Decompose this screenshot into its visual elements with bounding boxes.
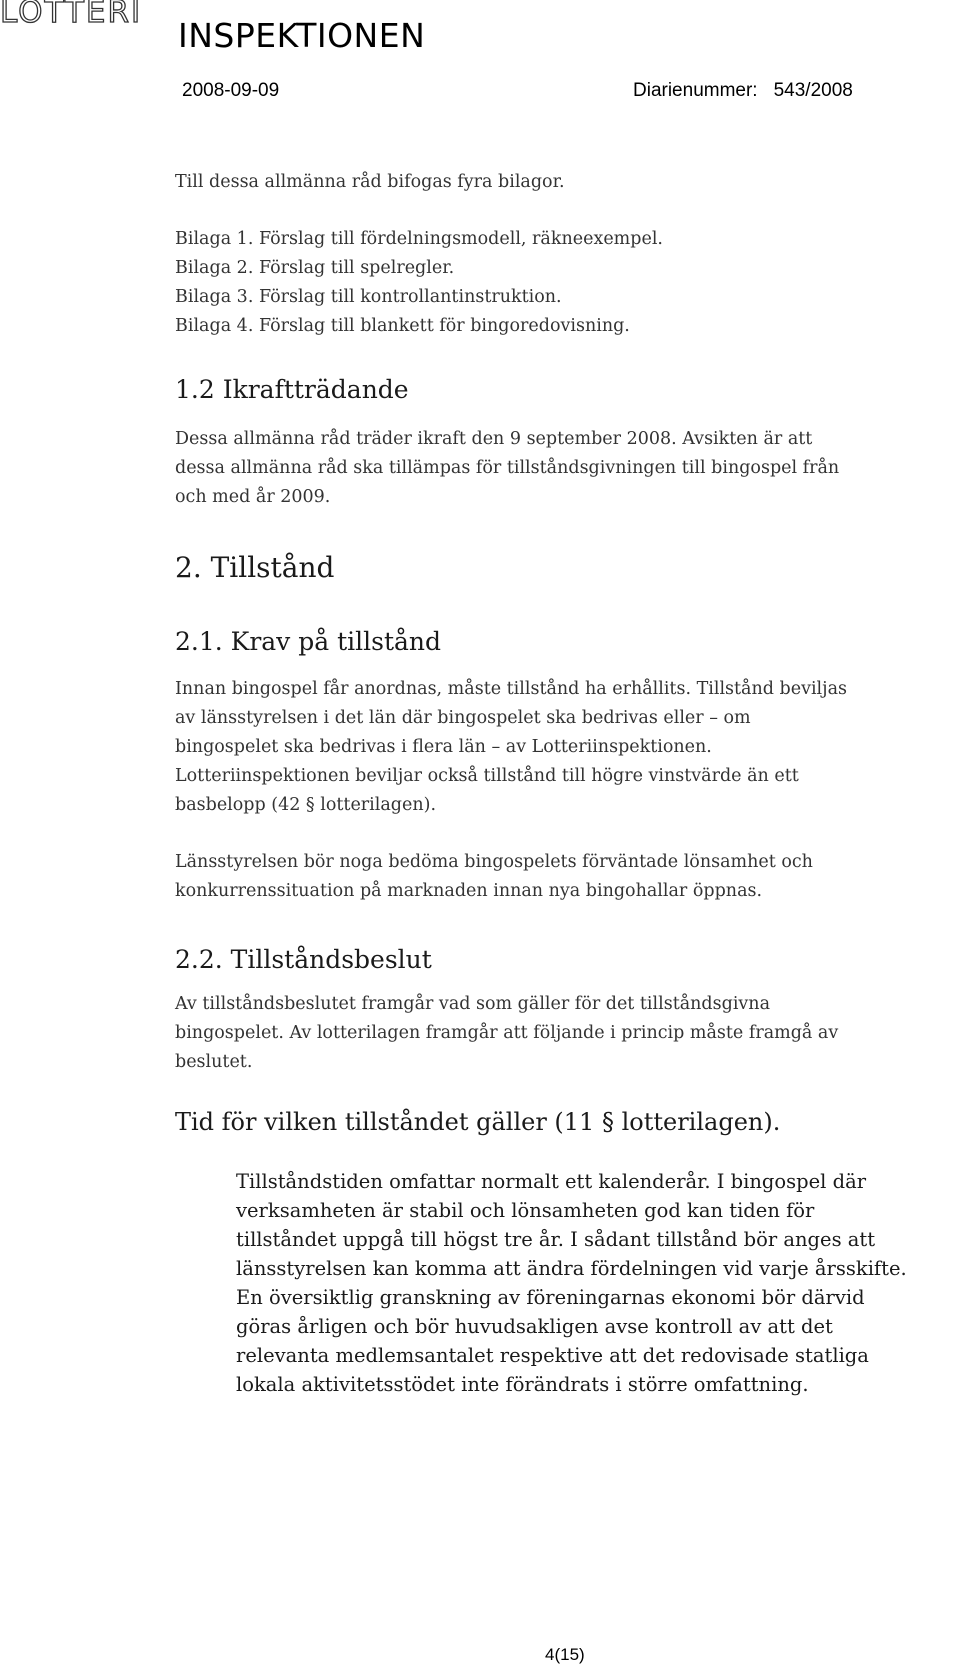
page-number: 4(15) [545,1645,585,1664]
indented-line: göras årligen och bör huvudsakligen avse kontroll av att det [236,1315,833,1338]
attachment-item: Bilaga 1. Förslag till fördelningsmodell, räkneexempel. [175,229,663,249]
paragraph-line: konkurrenssituation på marknaden innan nya bingohallar öppnas. [175,881,763,901]
paragraph-line: Lotteriinspektionen beviljar också tillstånd till högre vinstvärde än ett [175,766,799,786]
paragraph-line: bingospelet. Av lotterilagen framgår att följande i princip måste framgå av [175,1023,839,1043]
logo-outline-text: LOTTERI [0,0,143,30]
paragraph-line: Innan bingospel får anordnas, måste tillstånd ha erhållits. Tillstånd beviljas [175,679,847,699]
paragraph-line: av länsstyrelsen i det län där bingospelet ska bedrivas eller – om [175,708,751,728]
paragraph-line: dessa allmänna råd ska tillämpas för tillståndsgivningen till bingospel från [175,458,840,478]
paragraph-line: basbelopp (42 § lotterilagen). [175,795,437,815]
heading-2-1: 2.1. Krav på tillstånd [175,627,442,656]
paragraph-line: beslutet. [175,1052,253,1072]
paragraph-line: och med år 2009. [175,487,331,507]
heading-1-2: 1.2 Ikraftträdande [175,375,409,404]
indented-line: lokala aktivitetsstödet inte förändrats i större omfattning. [236,1373,809,1396]
indented-line: relevanta medlemsantalet respektive att det redovisade statliga [236,1344,869,1367]
heading-2: 2. Tillstånd [175,551,335,584]
indented-line: En översiktlig granskning av föreningarnas ekonomi bör därvid [236,1286,865,1309]
paragraph-line: bingospelet ska bedrivas i flera län – av Lotteriinspektionen. [175,737,712,757]
indented-line: tillståndet uppgå till högst tre år. I sådant tillstånd bör anges att [236,1228,876,1251]
header-diarienummer [633,80,853,102]
attachment-item: Bilaga 4. Förslag till blankett för bingoredovisning. [175,316,630,336]
heading-2-2: 2.2. Tillståndsbeslut [175,945,432,974]
intro-line: Till dessa allmänna råd bifogas fyra bilagor. [175,172,565,192]
indented-line: Tillståndstiden omfattar normalt ett kalenderår. I bingospel där [236,1170,867,1193]
paragraph-line: Av tillståndsbeslutet framgår vad som gäller för det tillståndsgivna [175,994,771,1014]
header-date: 2008-09-09 [182,80,280,101]
attachment-item: Bilaga 3. Förslag till kontrollantinstruktion. [175,287,562,307]
paragraph-line: Dessa allmänna råd träder ikraft den 9 september 2008. Avsikten är att [175,429,813,449]
indented-line: verksamheten är stabil och lönsamheten god kan tiden för [236,1199,815,1222]
subheading-tid: Tid för vilken tillståndet gäller (11 § lotterilagen). [175,1108,781,1136]
diarie-number: 543/2008 [773,80,853,101]
diarie-label: Diarienummer: [633,80,758,101]
paragraph-line: Länsstyrelsen bör noga bedöma bingospelets förväntade lönsamhet och [175,852,813,872]
attachment-item: Bilaga 2. Förslag till spelregler. [175,258,455,278]
logo-main-text: INSPEKTIONEN [178,16,426,55]
indented-line: länsstyrelsen kan komma att ändra fördelningen vid varje årsskifte. [236,1257,907,1280]
